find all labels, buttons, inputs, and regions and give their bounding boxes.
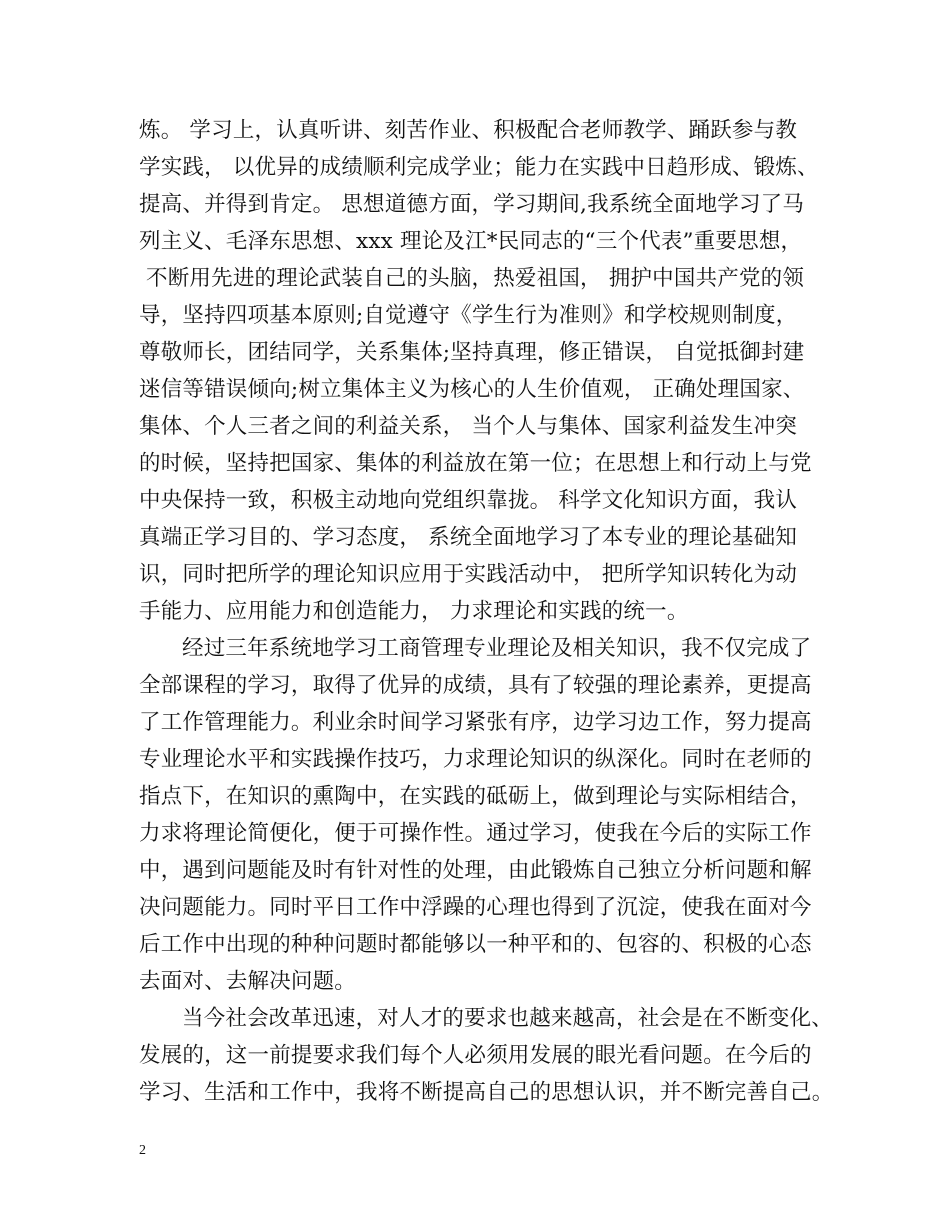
text-line: 迷信等错误倾向;树立集体主义为核心的人生价值观， 正确处理国家、 xyxy=(139,377,805,402)
text-line: 决问题能力。同时平日工作中浮躁的心理也得到了沉淀，使我在面对今 xyxy=(139,895,812,920)
text-line: 手能力、应用能力和创造能力， 力求理论和实践的统一。 xyxy=(139,599,689,624)
text-line: 指点下，在知识的熏陶中，在实践的砥砺上，做到理论与实际相结合， xyxy=(139,784,812,809)
text-line: 中央保持一致，积极主动地向党组织靠拢。 科学文化知识方面，我认 xyxy=(139,488,798,513)
text-line: 导，坚持四项基本原则;自觉遵守《学生行为准则》和学校规则制度， xyxy=(139,303,798,328)
text-line: 尊敬师长，团结同学，关系集体;坚持真理，修正错误， 自觉抵御封建 xyxy=(139,340,805,365)
text-line: 了工作管理能力。利业余时间学习紧张有序，边学习边工作，努力提高 xyxy=(139,710,812,735)
text-line: 不断用先进的理论武装自己的头脑，热爱祖国， 拥护中国共产党的领 xyxy=(139,266,805,291)
text-line: 集体、个人三者之间的利益关系， 当个人与集体、国家利益发生冲突 xyxy=(139,414,798,439)
text-line: 真端正学习目的、学习态度， 系统全面地学习了本专业的理论基础知 xyxy=(139,525,798,550)
text-line: 发展的，这一前提要求我们每个人必须用发展的眼光看问题。在今后的 xyxy=(139,1043,812,1068)
text-line: 的时候，坚持把国家、集体的利益放在第一位；在思想上和行动上与党 xyxy=(139,451,812,476)
text-line: 中，遇到问题能及时有针对性的处理，由此锻炼自己独立分析问题和解 xyxy=(139,858,812,883)
text-line: 力求将理论简便化，便于可操作性。通过学习，使我在今后的实际工作 xyxy=(139,821,812,846)
text-line: 识，同时把所学的理论知识应用于实践活动中， 把所学知识转化为动 xyxy=(139,562,798,587)
text-line: 去面对、去解决问题。 xyxy=(139,969,357,994)
paragraph-start-line: 当今社会改革迅速，对人才的要求也越来越高，社会是在不断变化、 xyxy=(182,1006,834,1031)
paragraph-start-line: 经过三年系统地学习工商管理专业理论及相关知识，我不仅完成了 xyxy=(182,636,812,661)
text-line: 后工作中出现的种种问题时都能够以一种平和的、包容的、积极的心态 xyxy=(139,932,812,957)
text-line: 学习、生活和工作中，我将不断提高自己的思想认识，并不断完善自己。 xyxy=(139,1080,834,1105)
text-line: 列主义、毛泽东思想、xxx 理论及江*民同志的“三个代表”重要思想， xyxy=(139,229,803,254)
text-line: 专业理论水平和实践操作技巧，力求理论知识的纵深化。同时在老师的 xyxy=(139,747,812,772)
text-line: 提高、并得到肯定。 思想道德方面，学习期间,我系统全面地学习了马 xyxy=(139,192,805,217)
text-line: 全部课程的学习，取得了优异的成绩，具有了较强的理论素养，更提高 xyxy=(139,673,812,698)
text-line: 学实践， 以优异的成绩顺利完成学业；能力在实践中日趋形成、锻炼、 xyxy=(139,155,819,180)
page-number: 2 xyxy=(139,1143,146,1158)
text-line: 炼。 学习上，认真听讲、刻苦作业、积极配合老师教学、踊跃参与教 xyxy=(139,118,798,143)
